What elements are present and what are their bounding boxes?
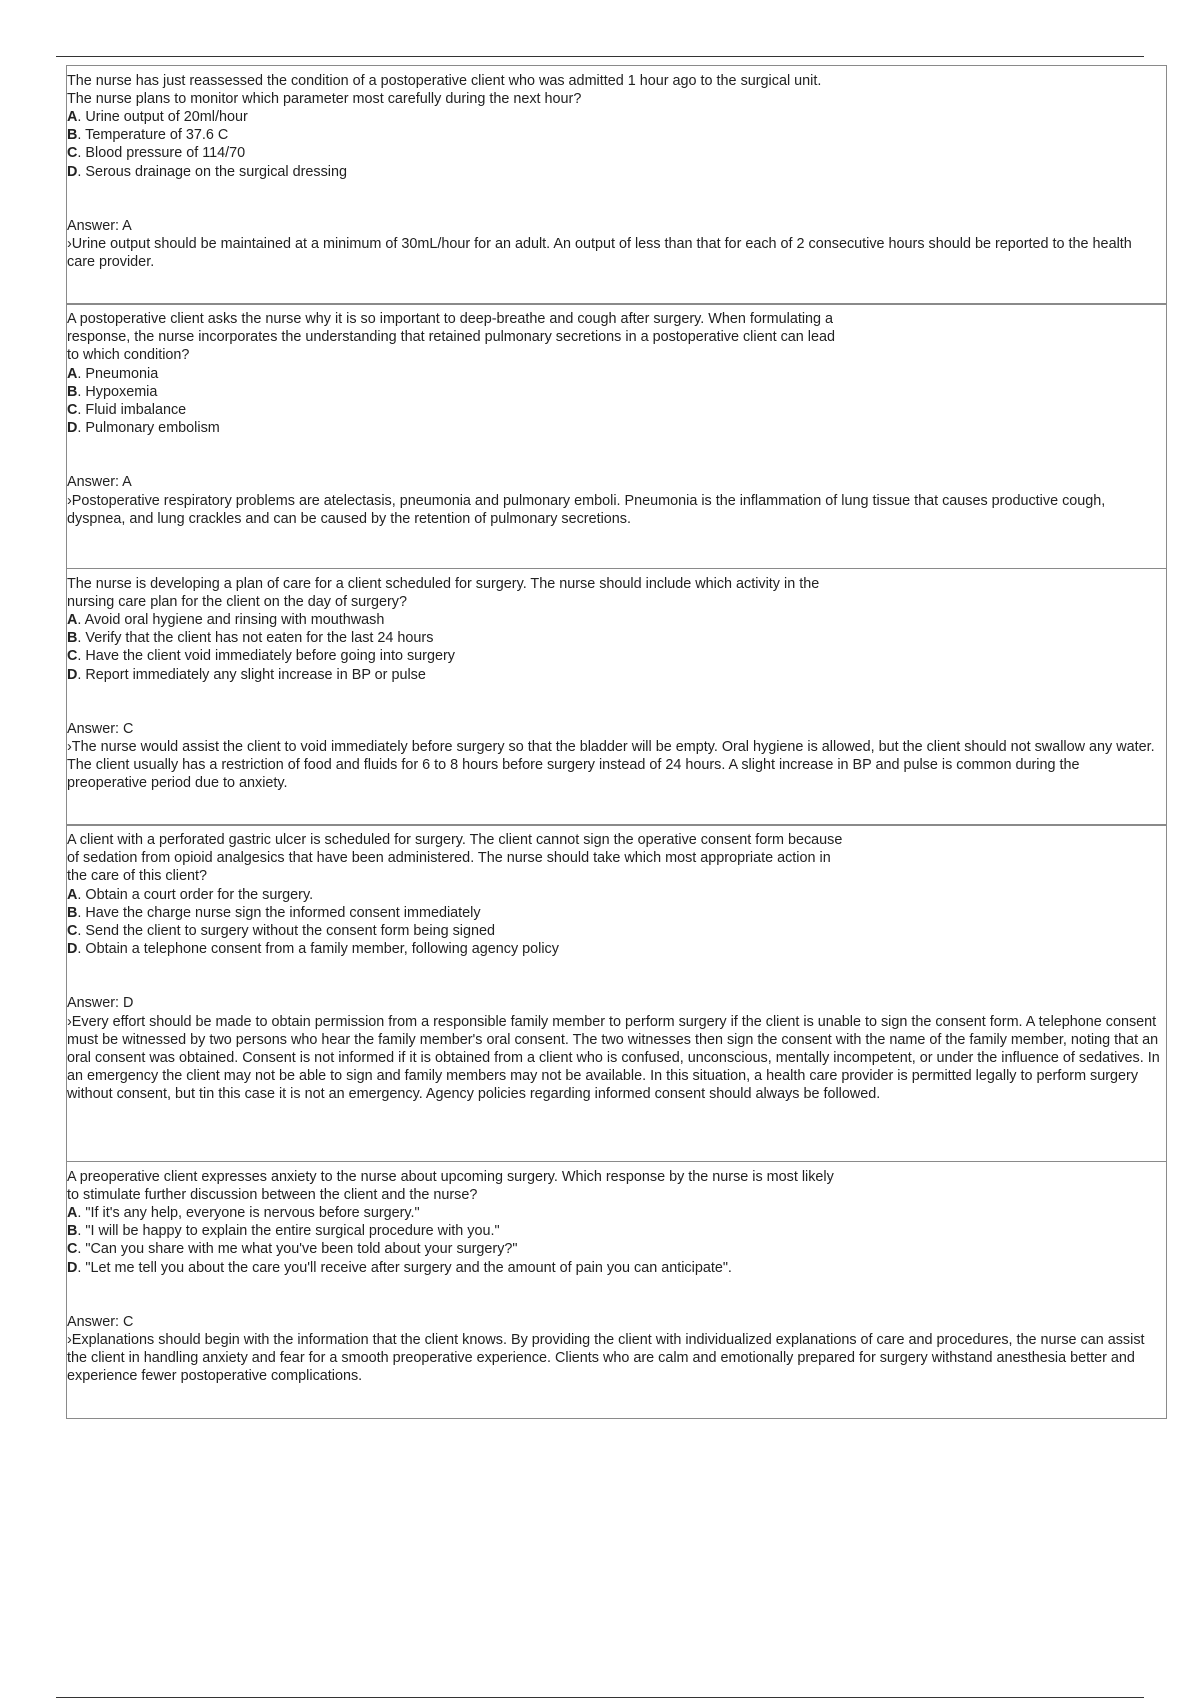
option-letter: A bbox=[67, 108, 78, 125]
option-text: . Temperature of 37.6 C bbox=[77, 127, 229, 144]
option-letter: D bbox=[67, 666, 78, 683]
option-d bbox=[67, 666, 1162, 684]
option-text: . Avoid oral hygiene and rinsing with mouthwash bbox=[77, 611, 385, 628]
option-letter: D bbox=[67, 941, 78, 958]
option-a bbox=[67, 886, 1162, 904]
answer-explanation: ›The nurse would assist the client to void immediately before surgery so that the bladder will be empty. Oral hygiene is allowed, but the client should not swallow any water. The client usually has a restriction of food and fluids for 6 to 8 hours before surgery instead of 24 hours. A slight increase in BP and pulse is common during the preoperative period due to anxiety. bbox=[67, 738, 1155, 792]
option-b bbox=[67, 1222, 1162, 1240]
option-b bbox=[67, 383, 1162, 401]
option-text: . Report immediately any slight increase in BP or pulse bbox=[77, 666, 426, 683]
question-text: The nurse plans to monitor which parameter most carefully during the next hour? bbox=[67, 90, 582, 107]
option-text: . Pneumonia bbox=[77, 365, 159, 382]
option-text: . Have the charge nurse sign the informed consent immediately bbox=[77, 904, 481, 921]
answer-explanation: ›Urine output should be maintained at a minimum of 30mL/hour for an adult. An output of less than that for each of 2 consecutive hours should be reported to the health care provider. bbox=[67, 235, 1132, 271]
option-letter: D bbox=[67, 420, 78, 437]
spacer bbox=[67, 684, 1162, 720]
answer-label: Answer: A bbox=[67, 217, 132, 234]
question-text: of sedation from opioid analgesics that have been administered. The nurse should take which most appropriate action in bbox=[67, 850, 831, 867]
option-letter: A bbox=[67, 886, 78, 903]
option-letter: C bbox=[67, 1241, 78, 1258]
option-c bbox=[67, 647, 1162, 665]
option-text: . Verify that the client has not eaten for the last 24 hours bbox=[77, 630, 434, 647]
question-text: The nurse has just reassessed the condition of a postoperative client who was admitted 1 hour ago to the surgical unit. bbox=[67, 72, 822, 89]
option-b bbox=[67, 126, 1162, 144]
qa-block bbox=[66, 1161, 1167, 1419]
option-a bbox=[67, 108, 1162, 126]
option-letter: D bbox=[67, 163, 78, 180]
option-d bbox=[67, 163, 1162, 181]
option-text: . Obtain a court order for the surgery. bbox=[77, 886, 314, 903]
spacer bbox=[67, 958, 1162, 994]
qa-block bbox=[66, 303, 1167, 569]
qa-block bbox=[66, 824, 1167, 1162]
option-text: . "If it's any help, everyone is nervous before surgery." bbox=[77, 1204, 420, 1221]
answer-label: Answer: A bbox=[67, 474, 132, 491]
option-text: . Pulmonary embolism bbox=[77, 420, 220, 437]
option-letter: A bbox=[67, 611, 78, 628]
option-text: . "Let me tell you about the care you'll receive after surgery and the amount of pain you can anticipate". bbox=[77, 1259, 732, 1276]
option-text: . Fluid imbalance bbox=[77, 402, 187, 419]
question-text: A preoperative client expresses anxiety to the nurse about upcoming surgery. Which response by the nurse is most likely bbox=[67, 1168, 834, 1185]
option-d bbox=[67, 940, 1162, 958]
option-letter: B bbox=[67, 630, 78, 647]
option-a bbox=[67, 1204, 1162, 1222]
option-letter: C bbox=[67, 402, 78, 419]
question-text: to which condition? bbox=[67, 347, 190, 364]
answer-explanation: ›Every effort should be made to obtain permission from a responsible family member to perform surgery if the client is unable to sign the consent form. A telephone consent must be witnessed by two persons who hear the family member's oral consent. The two witnesses then sign the consent with the name of the family member, noting that an oral consent was obtained. Consent is not informed if it is obtained from a client who is confused, unconscious, mentally incompetent, or under the influence of sedatives. In an emergency the client may not be able to sign and family members may not be available. In this situation, a health care provider is permitted legally to perform surgery without consent, but tin this case it is not an emergency. Agency policies regarding informed consent should always be followed. bbox=[67, 1013, 1160, 1103]
option-c bbox=[67, 401, 1162, 419]
option-a bbox=[67, 611, 1162, 629]
spacer bbox=[67, 437, 1162, 473]
option-text: . "Can you share with me what you've been told about your surgery?" bbox=[77, 1241, 518, 1258]
option-c bbox=[67, 144, 1162, 162]
option-text: . Blood pressure of 114/70 bbox=[77, 145, 246, 162]
question-text: A postoperative client asks the nurse why it is so important to deep-breathe and cough after surgery. When formulating a bbox=[67, 311, 834, 327]
question-text: the care of this client? bbox=[67, 868, 207, 885]
spacer bbox=[67, 1277, 1162, 1313]
option-letter: B bbox=[67, 127, 78, 144]
question-text: The nurse is developing a plan of care for a client scheduled for surgery. The nurse should include which activity in the bbox=[67, 575, 820, 592]
option-b bbox=[67, 904, 1162, 922]
qa-block bbox=[66, 65, 1167, 305]
question-text: response, the nurse incorporates the understanding that retained pulmonary secretions in a postoperative client can lead bbox=[67, 329, 835, 346]
option-letter: C bbox=[67, 923, 78, 940]
option-letter: B bbox=[67, 383, 78, 400]
answer-label: Answer: C bbox=[67, 720, 134, 737]
option-letter: B bbox=[67, 1223, 78, 1240]
option-a bbox=[67, 365, 1162, 383]
spacer bbox=[67, 181, 1162, 217]
option-d bbox=[67, 1259, 1162, 1277]
option-b bbox=[67, 629, 1162, 647]
answer-label: Answer: C bbox=[67, 1313, 134, 1330]
option-text: . Hypoxemia bbox=[77, 383, 158, 400]
option-text: . Obtain a telephone consent from a family member, following agency policy bbox=[77, 941, 559, 958]
question-text: to stimulate further discussion between the client and the nurse? bbox=[67, 1186, 478, 1203]
option-text: . Send the client to surgery without the consent form being signed bbox=[77, 923, 495, 940]
qa-list bbox=[66, 66, 1167, 1419]
option-c bbox=[67, 1240, 1162, 1258]
option-letter: A bbox=[67, 365, 78, 382]
answer-label: Answer: D bbox=[67, 995, 134, 1012]
option-d bbox=[67, 419, 1162, 437]
top-rule bbox=[56, 56, 1144, 57]
option-letter: C bbox=[67, 648, 78, 665]
option-letter: A bbox=[67, 1204, 78, 1221]
option-text: . Serous drainage on the surgical dressing bbox=[77, 163, 347, 180]
answer-explanation: ›Explanations should begin with the information that the client knows. By providing the client with individualized explanations of care and procedures, the nurse can assist the client in handling anxiety and fear for a smooth preoperative experience. Clients who are calm and emotionally prepared for surgery withstand anesthesia better and experience fewer postoperative complications. bbox=[67, 1331, 1145, 1385]
option-letter: D bbox=[67, 1259, 78, 1276]
answer-explanation: ›Postoperative respiratory problems are atelectasis, pneumonia and pulmonary emboli. Pneumonia is the inflammation of lung tissue that causes productive cough, dyspnea, and lung crackles and can be caused by the retention of pulmonary secretions. bbox=[67, 492, 1106, 527]
bottom-rule bbox=[56, 1697, 1144, 1698]
option-letter: B bbox=[67, 904, 78, 921]
question-text: nursing care plan for the client on the day of surgery? bbox=[67, 593, 407, 610]
option-letter: C bbox=[67, 145, 78, 162]
option-c bbox=[67, 922, 1162, 940]
question-text: A client with a perforated gastric ulcer is scheduled for surgery. The client cannot sign the operative consent form because bbox=[67, 832, 843, 848]
qa-block bbox=[66, 568, 1167, 826]
option-text: . Have the client void immediately before going into surgery bbox=[77, 648, 455, 665]
option-text: . Urine output of 20ml/hour bbox=[77, 108, 248, 125]
option-text: . "I will be happy to explain the entire surgical procedure with you." bbox=[77, 1223, 500, 1240]
